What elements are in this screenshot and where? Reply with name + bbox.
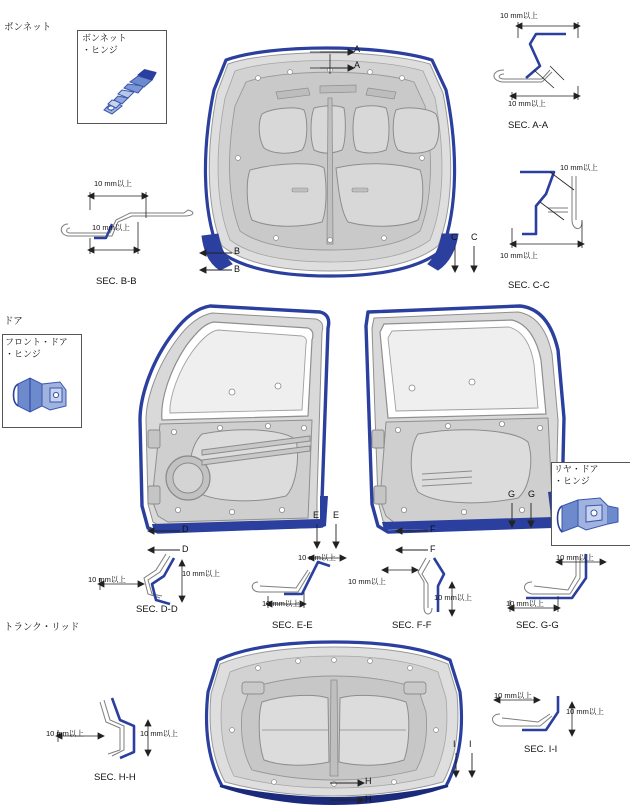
marker-h-bottom: H — [365, 794, 372, 804]
rear-door-hinge-label-line2: ・ヒンジ — [554, 475, 590, 486]
marker-a-top: A — [354, 44, 361, 54]
marker-g-arrows — [507, 501, 537, 529]
front-door-hinge-label — [5, 337, 68, 360]
marker-c-arrows — [450, 244, 480, 274]
marker-b-bottom: B — [234, 264, 241, 274]
marker-f-bottom: F — [430, 544, 436, 554]
marker-c-right: C — [471, 232, 478, 242]
section-d-d — [86, 548, 216, 630]
sec-d-d-dim-left: 10 mm以上 — [88, 575, 126, 584]
sec-c-c-dim-bottom: 10 mm以上 — [500, 251, 538, 260]
marker-e-right: E — [333, 510, 340, 520]
sec-e-e-dim-bottom: 10 mm以上 — [262, 599, 300, 608]
sec-g-g-caption: SEC. G-G — [516, 620, 559, 631]
sec-c-c-caption: SEC. C-C — [508, 280, 550, 291]
marker-h-top: H — [365, 776, 372, 786]
sec-d-d-dim-right: 10 mm以上 — [182, 569, 220, 578]
marker-a-bottom: A — [354, 60, 361, 70]
rear-door-hinge-label-line1: リヤ・ドア — [554, 464, 599, 474]
sec-d-d-caption: SEC. D-D — [136, 604, 178, 615]
sec-f-f-dim-left: 10 mm以上 — [348, 577, 386, 586]
front-door-hinge-label-line1: フロント・ドア — [5, 337, 68, 347]
sec-h-h-dim-right: 10 mm以上 — [140, 729, 178, 738]
marker-c-left: C — [451, 232, 458, 242]
sec-i-i-dim-right: 10 mm以上 — [566, 707, 604, 716]
sec-e-e-dim-top: 10 mm以上 — [298, 553, 336, 562]
section-i-i — [486, 690, 616, 770]
marker-a-arrows — [318, 44, 361, 74]
sec-i-i-caption: SEC. I-I — [524, 744, 558, 755]
section-a-a — [478, 8, 618, 118]
marker-b-top: B — [234, 246, 241, 256]
marker-h-arrows — [328, 778, 368, 806]
marker-g-left: G — [508, 489, 516, 499]
marker-d-bottom: D — [182, 544, 189, 554]
sec-a-a-caption: SEC. A-A — [508, 120, 549, 131]
rear-door-hinge-drawing — [556, 492, 624, 542]
marker-g-right: G — [528, 489, 536, 499]
group-label-bonnet: ボンネット — [4, 22, 52, 33]
group-label-trunk-lid: トランク・リッド — [4, 622, 80, 633]
rear-door-panel-drawing — [352, 298, 582, 546]
bonnet-panel-drawing — [180, 38, 480, 278]
sec-b-b-dim-bottom: 10 mm以上 — [92, 223, 130, 232]
sec-b-b-dim-top: 10 mm以上 — [94, 179, 132, 188]
sec-b-b-caption: SEC. B-B — [96, 276, 137, 287]
sec-a-a-dim-top: 10 mm以上 — [500, 11, 538, 20]
sec-a-a-dim-bottom: 10 mm以上 — [508, 99, 546, 108]
marker-i-arrows — [452, 751, 480, 779]
marker-i-right: I — [469, 739, 472, 749]
marker-i-left: I — [453, 739, 456, 749]
sec-f-f-caption: SEC. F-F — [392, 620, 432, 631]
sec-h-h-dim-left: 10 mm以上 — [46, 729, 84, 738]
group-label-door: ドア — [4, 316, 23, 327]
sec-f-f-dim-right: 10 mm以上 — [434, 593, 472, 602]
marker-f-top: F — [430, 524, 436, 534]
bonnet-hinge-drawing — [82, 60, 162, 118]
bonnet-hinge-label-line2: ・ヒンジ — [82, 44, 118, 55]
sec-e-e-caption: SEC. E-E — [272, 620, 313, 631]
sec-h-h-caption: SEC. H-H — [94, 772, 136, 783]
sec-c-c-dim-top: 10 mm以上 — [560, 163, 598, 172]
sec-g-g-dim-bottom: 10 mm以上 — [506, 599, 544, 608]
marker-d-top: D — [182, 524, 189, 534]
sec-g-g-dim-top: 10 mm以上 — [556, 553, 594, 562]
sec-i-i-dim-top: 10 mm以上 — [494, 691, 532, 700]
marker-e-arrows — [312, 522, 342, 550]
rear-door-hinge-label — [554, 464, 599, 487]
section-f-f — [376, 548, 496, 628]
front-door-panel-drawing — [82, 300, 352, 545]
bonnet-hinge-label-line1: ボンネット — [82, 33, 127, 43]
bonnet-hinge-label — [82, 33, 127, 56]
marker-e-left: E — [313, 510, 320, 520]
front-door-hinge-drawing — [10, 372, 76, 424]
front-door-hinge-label-line2: ・ヒンジ — [5, 348, 41, 359]
